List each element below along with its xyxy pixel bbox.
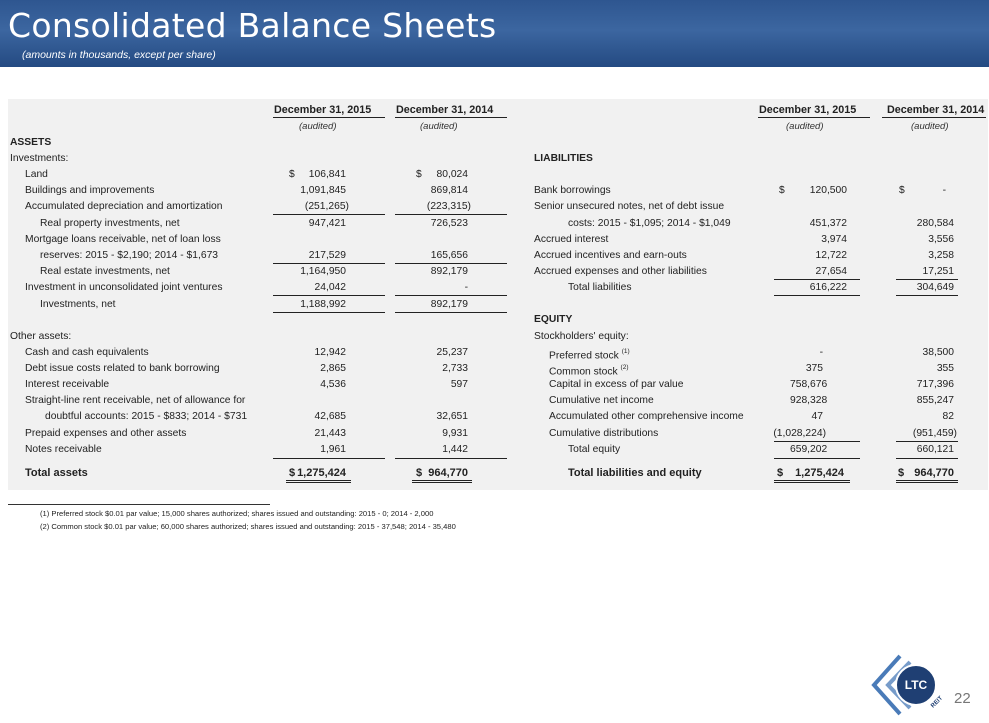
real-estate-2015: 1,164,950 [300,266,346,277]
jv-2014: - [464,282,468,293]
subtotal-underline [774,295,860,296]
common-stock-2014: 355 [936,363,954,374]
col-header-underline [758,117,870,118]
page-title: Consolidated Balance Sheets [8,6,497,45]
aoci-2014: 82 [942,411,954,422]
total-liab-equity-label: Total liabilities and equity [568,467,702,479]
notes-recv-label: Notes receivable [25,444,102,455]
subtotal-underline [395,458,507,459]
accrued-expenses-label: Accrued expenses and other liabilities [534,266,707,277]
senior-notes-label-cont: costs: 2015 - $1,095; 2014 - $1,049 [568,218,731,229]
page-number: 22 [954,690,971,707]
total-double-underline [774,480,850,483]
subtotal-underline [395,214,507,215]
buildings-2015: 1,091,845 [300,185,346,196]
interest-recv-2015: 4,536 [320,379,346,390]
cash-2015: 12,942 [314,347,346,358]
senior-notes-2014: 280,584 [916,218,954,229]
subtotal-underline [896,458,958,459]
total-double-underline [412,480,472,483]
common-stock-label: Common stock $^{(2)}$ [549,364,629,378]
aoci-label: Accumulated other comprehensive income [549,411,744,422]
aoci-2015: 47 [811,411,823,422]
col-header-underline [273,117,385,118]
subtotal-underline [273,263,385,264]
subtotal-underline [774,279,860,280]
real-estate-label: Real estate investments, net [40,266,170,277]
accum-dep-2015: (251,265) [304,201,349,212]
jv-label: Investment in unconsolidated joint ventures [25,282,223,293]
capital-excess-label: Capital in excess of par value [549,379,684,390]
total-double-underline [896,480,958,483]
mortgage-label: Mortgage loans receivable, net of loan loss [25,234,221,245]
subtotal-underline [395,295,507,296]
real-estate-2014: 892,179 [430,266,468,277]
buildings-label: Buildings and improvements [25,185,155,196]
total-assets-2014: 964,770 [428,467,468,479]
currency-symbol: $ [416,169,422,180]
inv-net-label: Investments, net [40,299,116,310]
assets-heading: ASSETS [10,137,52,148]
audited-label: (audited) [420,121,458,132]
stockholders-equity-label: Stockholders' equity: [534,331,629,342]
accrued-expenses-2015: 27,654 [815,266,847,277]
real-property-2014: 726,523 [430,218,468,229]
incentives-2015: 12,722 [815,250,847,261]
currency-symbol: $ [779,185,785,196]
accum-dep-label: Accumulated depreciation and amortization [25,201,223,212]
subtotal-underline [273,458,385,459]
real-property-2015: 947,421 [308,218,346,229]
total-double-underline [286,480,351,483]
mortgage-label-cont: reserves: 2015 - $2,190; 2014 - $1,673 [40,250,219,261]
audited-label: (audited) [786,121,824,132]
preferred-stock-label: Preferred stock $^{(1)}$ [549,348,630,362]
subtotal-underline [896,295,958,296]
total-liabilities-2014: 304,649 [916,282,954,293]
subtotal-underline [774,458,860,459]
total-liabilities-label: Total liabilities [568,282,632,293]
prepaid-2014: 9,931 [442,428,468,439]
incentives-2014: 3,258 [928,250,954,261]
total-liab-equity-2015: 1,275,424 [795,467,844,479]
debt-issue-2014: 2,733 [442,363,468,374]
straight-line-label-cont: doubtful accounts: 2015 - $833; 2014 - $731 [45,411,248,422]
interest-recv-label: Interest receivable [25,379,110,390]
mortgage-2015: 217,529 [308,250,346,261]
col-header-left-2014: December 31, 2014 [396,104,494,116]
investments-label: Investments: [10,153,69,164]
cumulative-income-2015: 928,328 [790,395,828,406]
cumulative-income-2014: 855,247 [916,395,954,406]
debt-issue-label: Debt issue costs related to bank borrowing [25,363,220,374]
total-equity-2015: 659,202 [790,444,828,455]
footnote-divider [8,504,270,505]
preferred-stock-2014: 38,500 [922,347,954,358]
col-header-right-2015: December 31, 2015 [759,104,857,116]
bank-label: Bank borrowings [534,185,611,196]
mortgage-2014: 165,656 [430,250,468,261]
total-equity-label: Total equity [568,444,621,455]
accrued-expenses-2014: 17,251 [922,266,954,277]
currency-symbol: $ [289,467,296,479]
liabilities-heading: LIABILITIES [534,153,593,164]
land-2015: 106,841 [308,169,346,180]
subtotal-underline [395,312,507,313]
accrued-interest-label: Accrued interest [534,234,609,245]
senior-notes-2015: 451,372 [809,218,847,229]
jv-2015: 24,042 [314,282,346,293]
total-liabilities-2015: 616,222 [809,282,847,293]
prepaid-2015: 21,443 [314,428,346,439]
total-assets-label: Total assets [25,467,88,479]
footnote-2: (2) Common stock $0.01 par value; 60,000 shares authorized; shares issued and outstanding: 2015 - 37,548; 2014 - 35,480 [40,522,456,531]
capital-excess-2015: 758,676 [790,379,828,390]
logo-text: LTC [904,678,928,692]
interest-recv-2014: 597 [450,379,468,390]
capital-excess-2014: 717,396 [916,379,954,390]
page-subtitle: (amounts in thousands, except per share) [22,49,216,61]
footnote-ref: (2) [620,364,629,371]
total-liab-equity-2014: 964,770 [914,467,954,479]
audited-label: (audited) [911,121,949,132]
inv-net-2014: 892,179 [430,299,468,310]
currency-symbol: $ [416,467,423,479]
cumulative-dist-label: Cumulative distributions [549,428,659,439]
currency-symbol: $ [899,185,905,196]
bank-2015: 120,500 [809,185,847,196]
ltc-reit-logo [870,652,950,718]
subtotal-underline [896,279,958,280]
currency-symbol: $ [898,467,905,479]
logo-sub-text: REIT [930,695,945,710]
straight-line-2014: 32,651 [436,411,468,422]
equity-heading: EQUITY [534,314,573,325]
buildings-2014: 869,814 [430,185,468,196]
subtotal-underline [273,214,385,215]
cumulative-income-label: Cumulative net income [549,395,654,406]
cumulative-dist-2015: (1,028,224) [773,428,826,439]
subtotal-underline [395,263,507,264]
notes-recv-2015: 1,961 [320,444,346,455]
inv-net-2015: 1,188,992 [300,299,346,310]
real-property-label: Real property investments, net [40,218,180,229]
cumulative-dist-2014: (951,459) [912,428,957,439]
common-stock-2015: 375 [805,363,823,374]
total-equity-2014: 660,121 [916,444,954,455]
currency-symbol: $ [777,467,784,479]
land-2014: 80,024 [436,169,468,180]
incentives-label: Accrued incentives and earn-outs [534,250,687,261]
straight-line-2015: 42,685 [314,411,346,422]
other-assets-label: Other assets: [10,331,72,342]
currency-symbol: $ [289,169,295,180]
senior-notes-label: Senior unsecured notes, net of debt issue [534,201,725,212]
audited-label: (audited) [299,121,337,132]
cash-2014: 25,237 [436,347,468,358]
preferred-stock-2015: - [819,347,823,358]
land-label: Land [25,169,48,180]
accum-dep-2014: (223,315) [426,201,471,212]
cash-label: Cash and cash equivalents [25,347,149,358]
slide-header [0,0,989,67]
subtotal-underline [273,295,385,296]
col-header-underline [395,117,507,118]
debt-issue-2015: 2,865 [320,363,346,374]
col-header-left-2015: December 31, 2015 [274,104,372,116]
footnote-1: (1) Preferred stock $0.01 par value; 15,000 shares authorized; shares issued and outstanding: 2015 - 0; 2014 - 2,000 [40,509,434,518]
accrued-interest-2015: 3,974 [821,234,847,245]
bank-2014: - [942,185,946,196]
col-header-right-2014: December 31, 2014 [887,104,985,116]
subtotal-underline [273,312,385,313]
accrued-interest-2014: 3,556 [928,234,954,245]
total-assets-2015: 1,275,424 [297,467,346,479]
notes-recv-2014: 1,442 [442,444,468,455]
subtotal-underline [774,441,860,442]
prepaid-label: Prepaid expenses and other assets [25,428,187,439]
straight-line-label: Straight-line rent receivable, net of allowance for [25,395,246,406]
subtotal-underline [896,441,958,442]
col-header-underline [882,117,986,118]
footnote-ref: (1) [621,348,630,355]
